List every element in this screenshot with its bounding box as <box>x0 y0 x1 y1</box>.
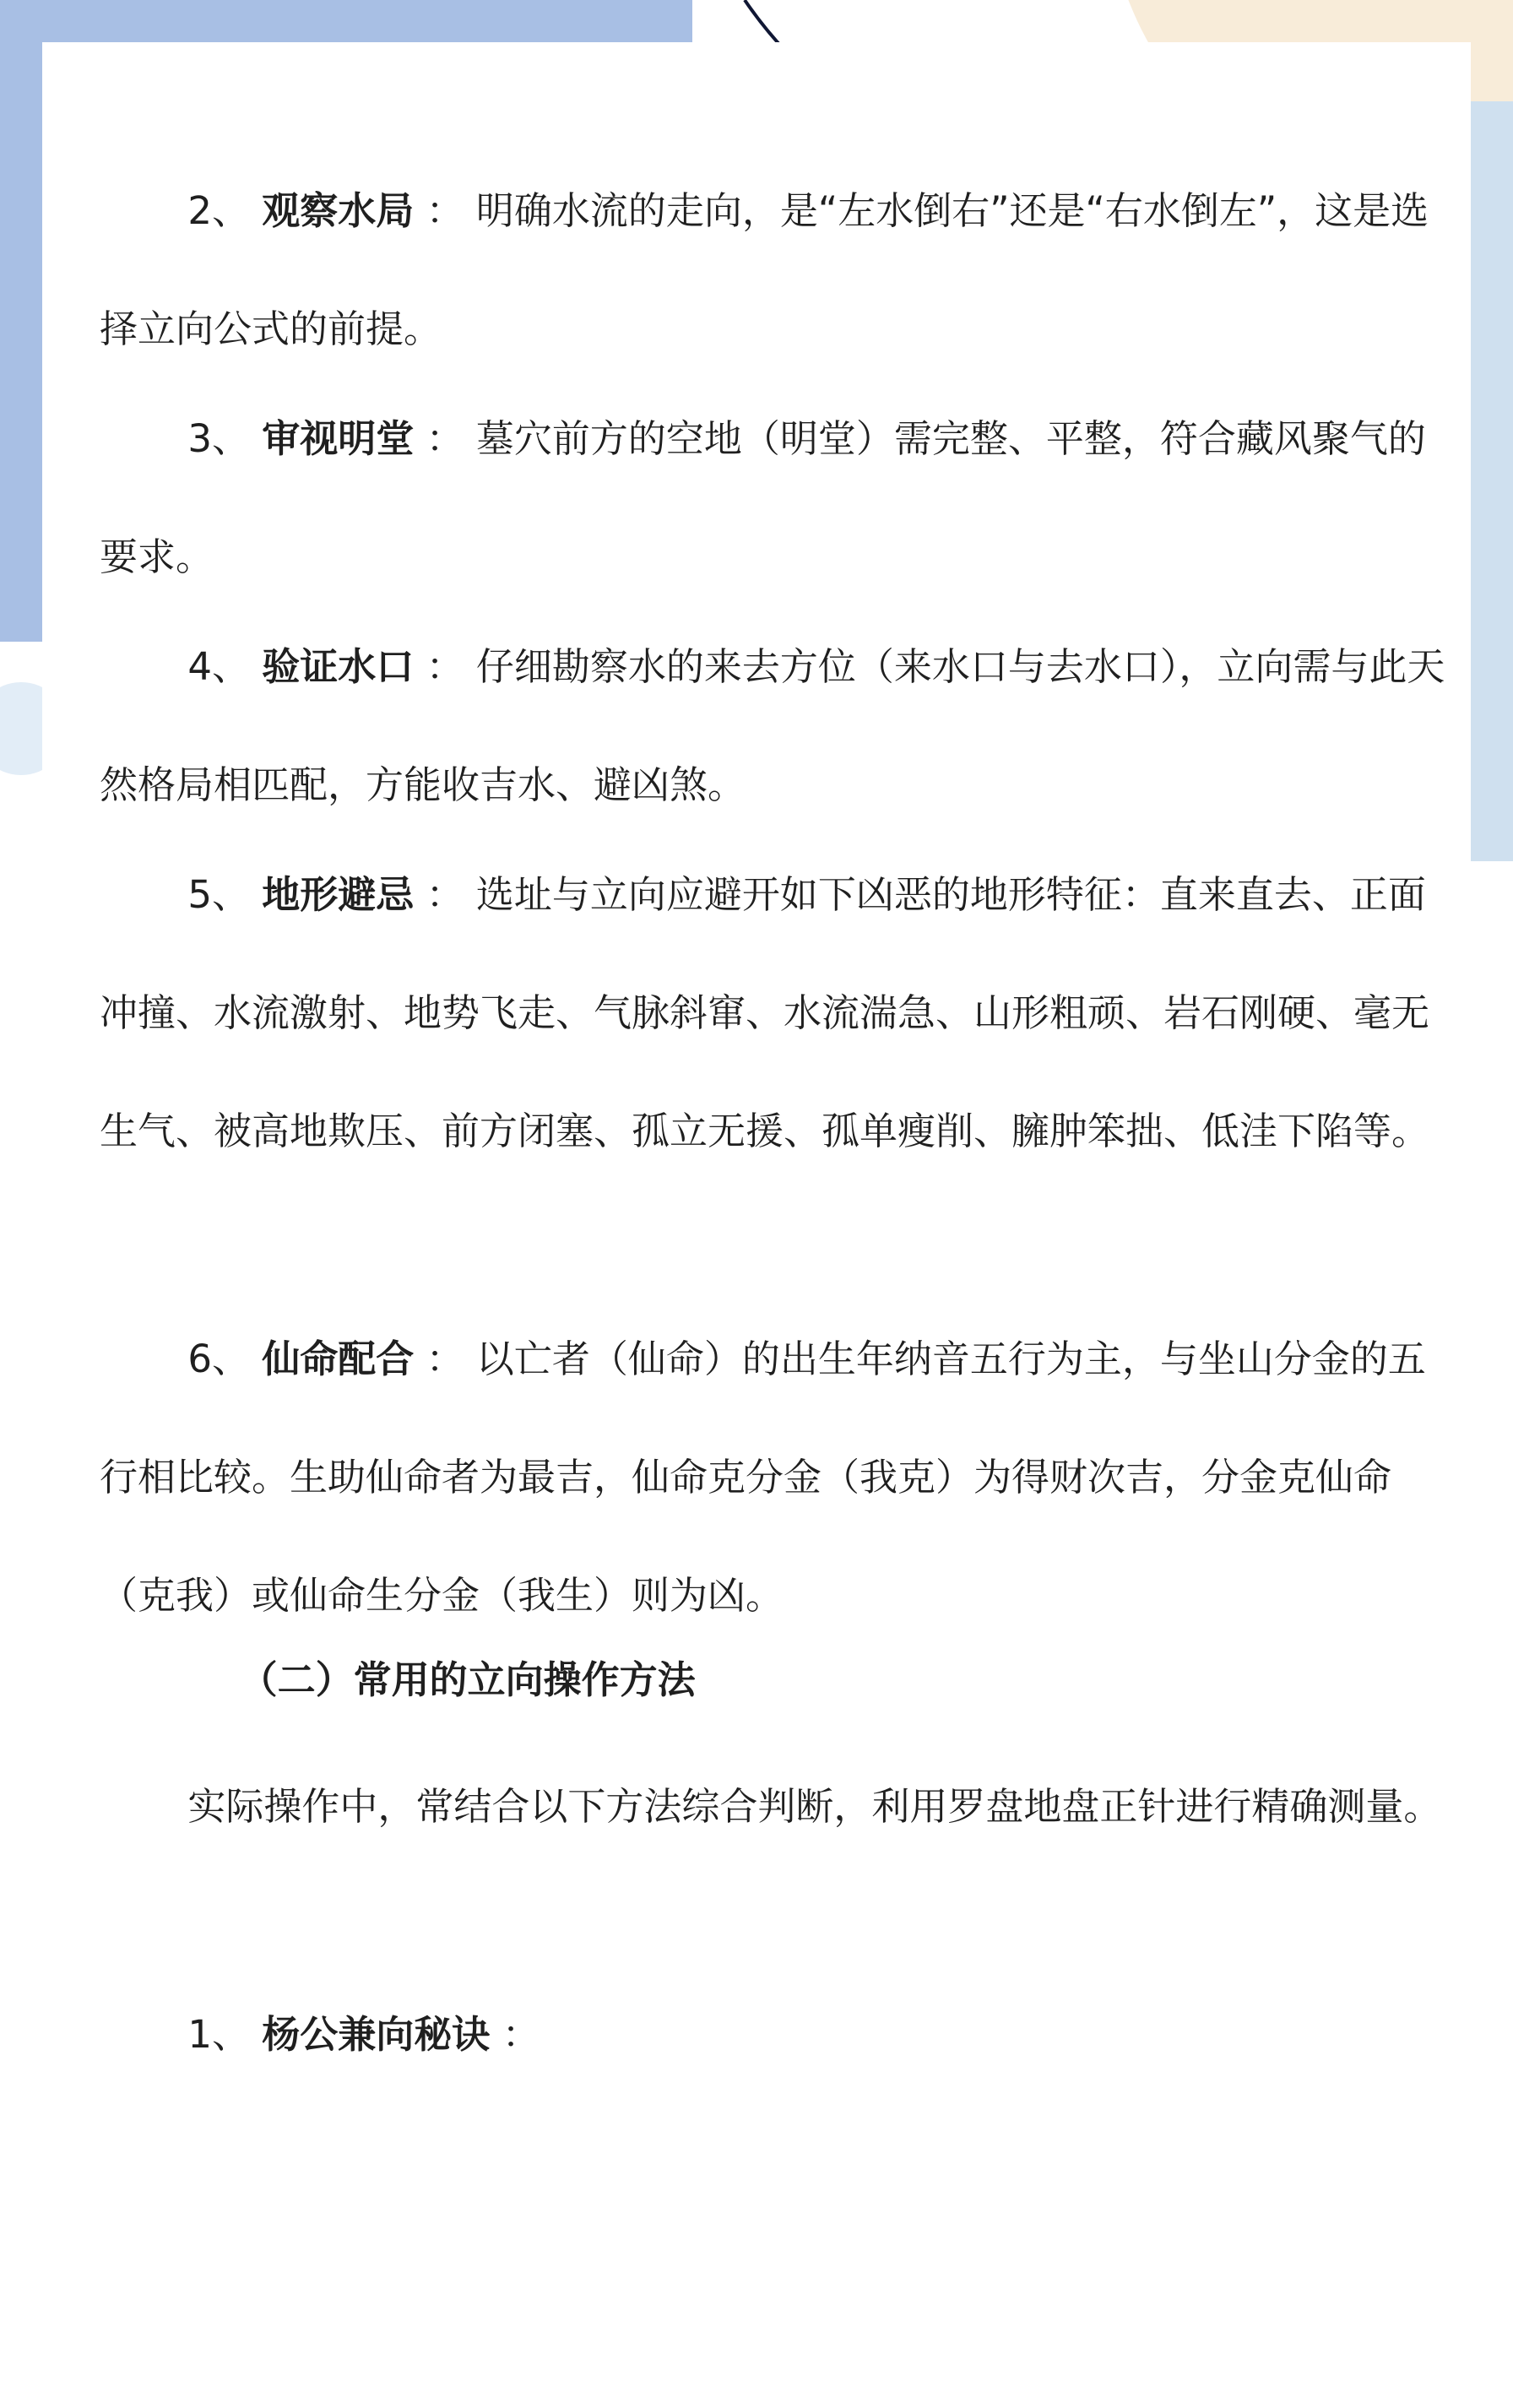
section-title-text: （二）常用的立向操作方法 <box>239 1657 696 1702</box>
paragraph-item-2 <box>100 152 1457 388</box>
method-number: 1、 <box>187 2012 250 2057</box>
paragraph-item-4 <box>100 608 1457 844</box>
paragraph-item-5 <box>100 836 1457 1190</box>
document-content <box>42 42 1471 2408</box>
document-page <box>42 42 1471 2408</box>
item-separator: ： <box>426 188 464 233</box>
item-separator: ： <box>426 416 464 461</box>
item-number: 4、 <box>187 644 250 689</box>
method-1-heading <box>100 1976 1457 2094</box>
item-number: 3、 <box>187 416 250 461</box>
paragraph-item-6 <box>100 1300 1457 1655</box>
intro-text: 实际操作中，常结合以下方法综合判断，利用罗盘地盘正针进行精确测量。 <box>187 1784 1442 1829</box>
item-title: 验证水口 <box>262 644 415 689</box>
item-number: 2、 <box>187 188 250 233</box>
item-title: 观察水局 <box>262 188 415 233</box>
section-title <box>100 1651 1457 1710</box>
item-number: 6、 <box>187 1337 250 1381</box>
item-text: 墓穴前方的空地（明堂）需完整、平整，符合藏风聚气的要求。 <box>100 416 1426 579</box>
item-title: 仙命配合 <box>262 1337 415 1381</box>
method-title: 杨公兼向秘诀 <box>262 2012 491 2057</box>
method-separator: ： <box>502 2012 540 2057</box>
item-title: 地形避忌 <box>262 872 415 917</box>
item-number: 5、 <box>187 872 250 917</box>
item-text: 明确水流的走向，是“左水倒右”还是“右水倒左”，这是选择立向公式的前提。 <box>100 188 1429 351</box>
item-text: 仔细勘察水的来去方位（来水口与去水口），立向需与此天然格局相匹配，方能收吉水、避凶煞。 <box>100 644 1445 807</box>
paragraph-item-3 <box>100 380 1457 616</box>
item-text: 选址与立向应避开如下凶恶的地形特征：直来直去、正面冲撞、水流激射、地势飞走、气脉斜窜、水流湍急、山形粗顽、岩石刚硬、毫无生气、被高地欺压、前方闭塞、孤立无援、孤单瘦削、臃肿笨拙、低洼下陷等。 <box>100 872 1430 1153</box>
item-separator: ： <box>426 644 464 689</box>
item-separator: ： <box>426 872 464 917</box>
intro-paragraph <box>100 1748 1457 1866</box>
item-title: 审视明堂 <box>262 416 415 461</box>
item-separator: ： <box>426 1337 464 1381</box>
item-text: 以亡者（仙命）的出生年纳音五行为主，与坐山分金的五行相比较。生助仙命者为最吉，仙命克分金（我克）为得财次吉，分金克仙命（克我）或仙命生分金（我生）则为凶。 <box>100 1337 1426 1618</box>
